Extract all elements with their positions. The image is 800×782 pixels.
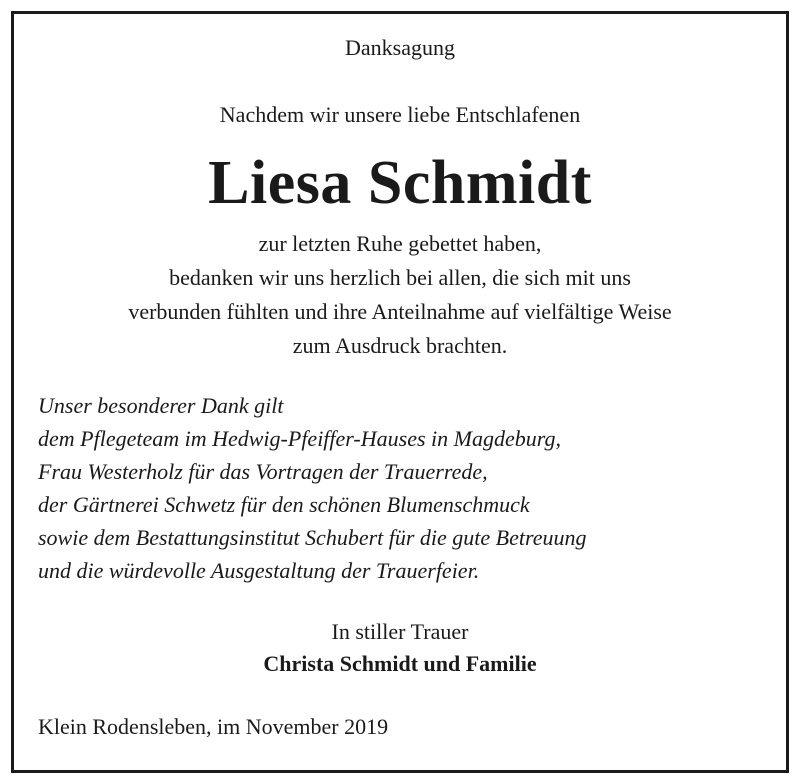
place-date: Klein Rodensleben, im November 2019 xyxy=(38,714,389,739)
body-line-4: zum Ausdruck brachten. xyxy=(292,333,508,358)
thanks-line-2: dem Pflegeteam im Hedwig-Pfeiffer-Hauses in Magdeburg, xyxy=(38,426,561,451)
body-line-3: verbunden fühlten und ihre Anteilnahme auf vielfältige Weise xyxy=(128,299,672,324)
family-signature: Christa Schmidt und Familie xyxy=(263,651,537,676)
body-line-1: zur letzten Ruhe gebettet haben, xyxy=(258,231,542,256)
notice-heading: Danksagung xyxy=(345,35,455,60)
thanks-line-6: und die würdevolle Ausgestaltung der Trauerfeier. xyxy=(38,558,480,583)
body-line-2: bedanken wir uns herzlich bei allen, die sich mit uns xyxy=(169,265,631,290)
intro-line: Nachdem wir unsere liebe Entschlafenen xyxy=(219,102,581,127)
mourning-label: In stiller Trauer xyxy=(331,619,469,644)
thanks-line-1: Unser besonderer Dank gilt xyxy=(38,393,284,418)
thanks-line-3: Frau Westerholz für das Vortragen der Trauerrede, xyxy=(38,459,488,484)
deceased-name: Liesa Schmidt xyxy=(208,149,592,217)
thanks-line-5: sowie dem Bestattungsinstitut Schubert für die gute Betreuung xyxy=(38,525,587,550)
thanks-line-4: der Gärtnerei Schwetz für den schönen Blumenschmuck xyxy=(38,492,530,517)
notice-frame xyxy=(11,11,789,773)
